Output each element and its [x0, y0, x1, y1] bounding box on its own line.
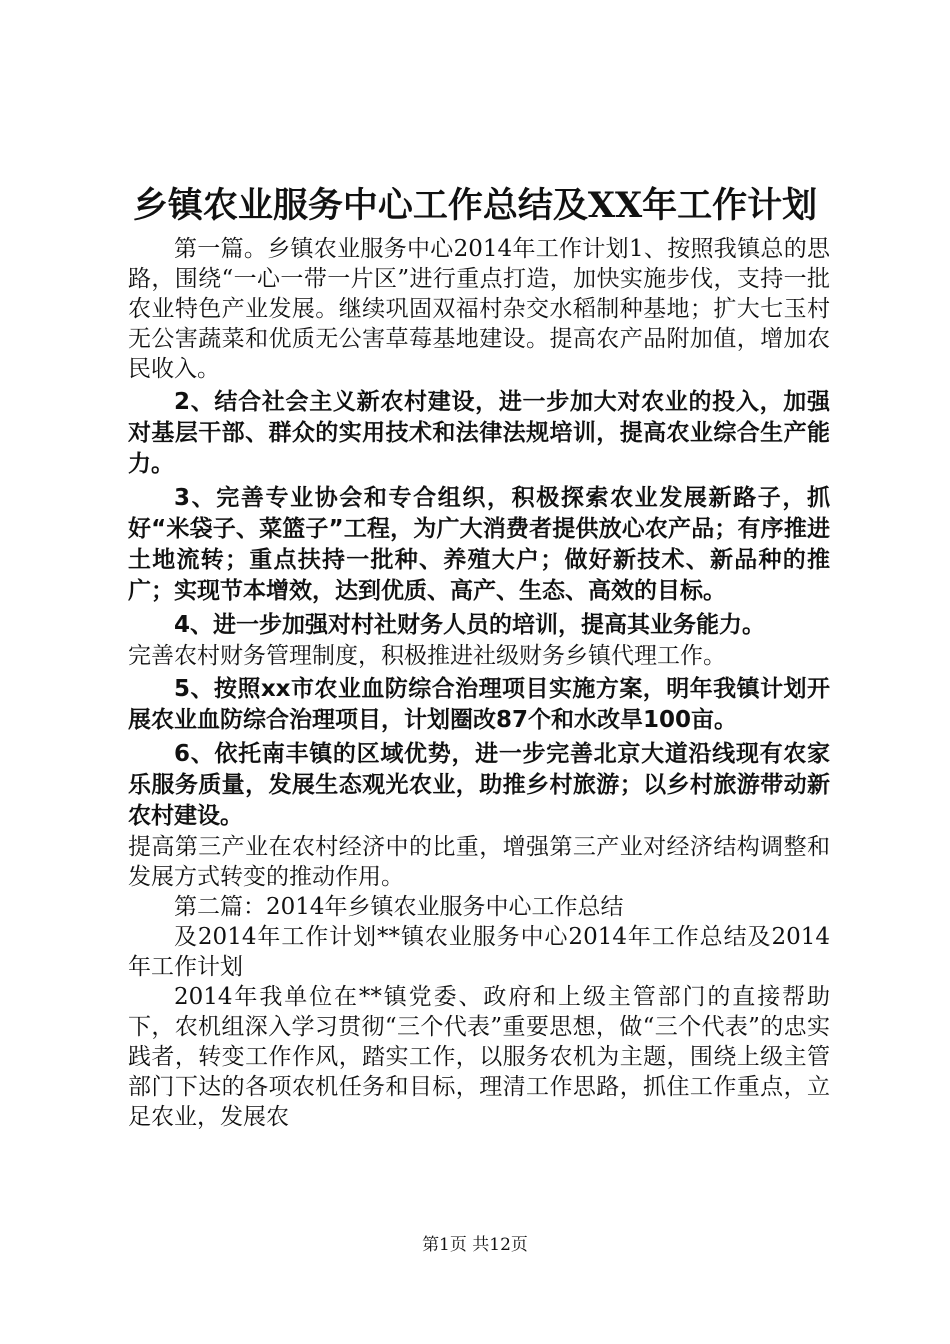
page-number: 第1页 共12页	[422, 1235, 528, 1255]
paragraph-7: 2014年我单位在**镇党委、政府和上级主管部门的直接帮助下，农机组深入学习贯彻“三个代表”重要思想，做“三个代表”的忠实践者，转变工作作风，踏实工作，以服务农机为主题，围绕上级主管部门下达的各项农机任务和目标，理清工作思路，抓住工作重点，立足农业，发展农	[128, 984, 830, 1130]
paragraph-4-continued: 完善农村财务管理制度，积极推进社级财务乡镇代理工作。	[128, 643, 726, 669]
paragraph-3: 3、完善专业协会和专合组织，积极探索农业发展新路子，抓好“米袋子、菜篮子”工程，为广大消费者提供放心农产品；有序推进土地流转；重点扶持一批种、养殖大户；做好新技术、新品种的推广；实现节本增效，达到优质、高产、生态、高效的目标。	[128, 485, 830, 604]
document-title: 乡镇农业服务中心工作总结及XX年工作计划	[132, 185, 818, 226]
document-body	[128, 234, 830, 1132]
paragraph-4: 4、进一步加强对村社财务人员的培训，提高其业务能力。	[174, 612, 766, 638]
section-two-heading: 第二篇：2014年乡镇农业服务中心工作总结	[174, 894, 624, 920]
paragraph-6: 6、依托南丰镇的区域优势，进一步完善北京大道沿线现有农家乐服务质量，发展生态观光农业，助推乡村旅游；以乡村旅游带动新农村建设。	[128, 741, 830, 829]
section-two-subheading: 及2014年工作计划**镇农业服务中心2014年工作总结及2014年工作计划	[128, 924, 830, 980]
paragraph-6-continued: 提高第三产业在农村经济中的比重，增强第三产业对经济结构调整和发展方式转变的推动作用。	[128, 834, 830, 890]
paragraph-2: 2、结合社会主义新农村建设，进一步加大对农业的投入，加强对基层干部、群众的实用技术和法律法规培训，提高农业综合生产能力。	[128, 389, 830, 477]
paragraph-1: 第一篇。乡镇农业服务中心2014年工作计划1、按照我镇总的思路，围绕“一心一带一片区”进行重点打造，加快实施步伐，支持一批农业特色产业发展。继续巩固双福村杂交水稻制种基地；扩大七玉村无公害蔬菜和优质无公害草莓基地建设。提高农产品附加值，增加农民收入。	[128, 236, 830, 382]
paragraph-5: 5、按照xx市农业血防综合治理项目实施方案，明年我镇计划开展农业血防综合治理项目，计划圈改87个和水改旱100亩。	[128, 676, 830, 733]
